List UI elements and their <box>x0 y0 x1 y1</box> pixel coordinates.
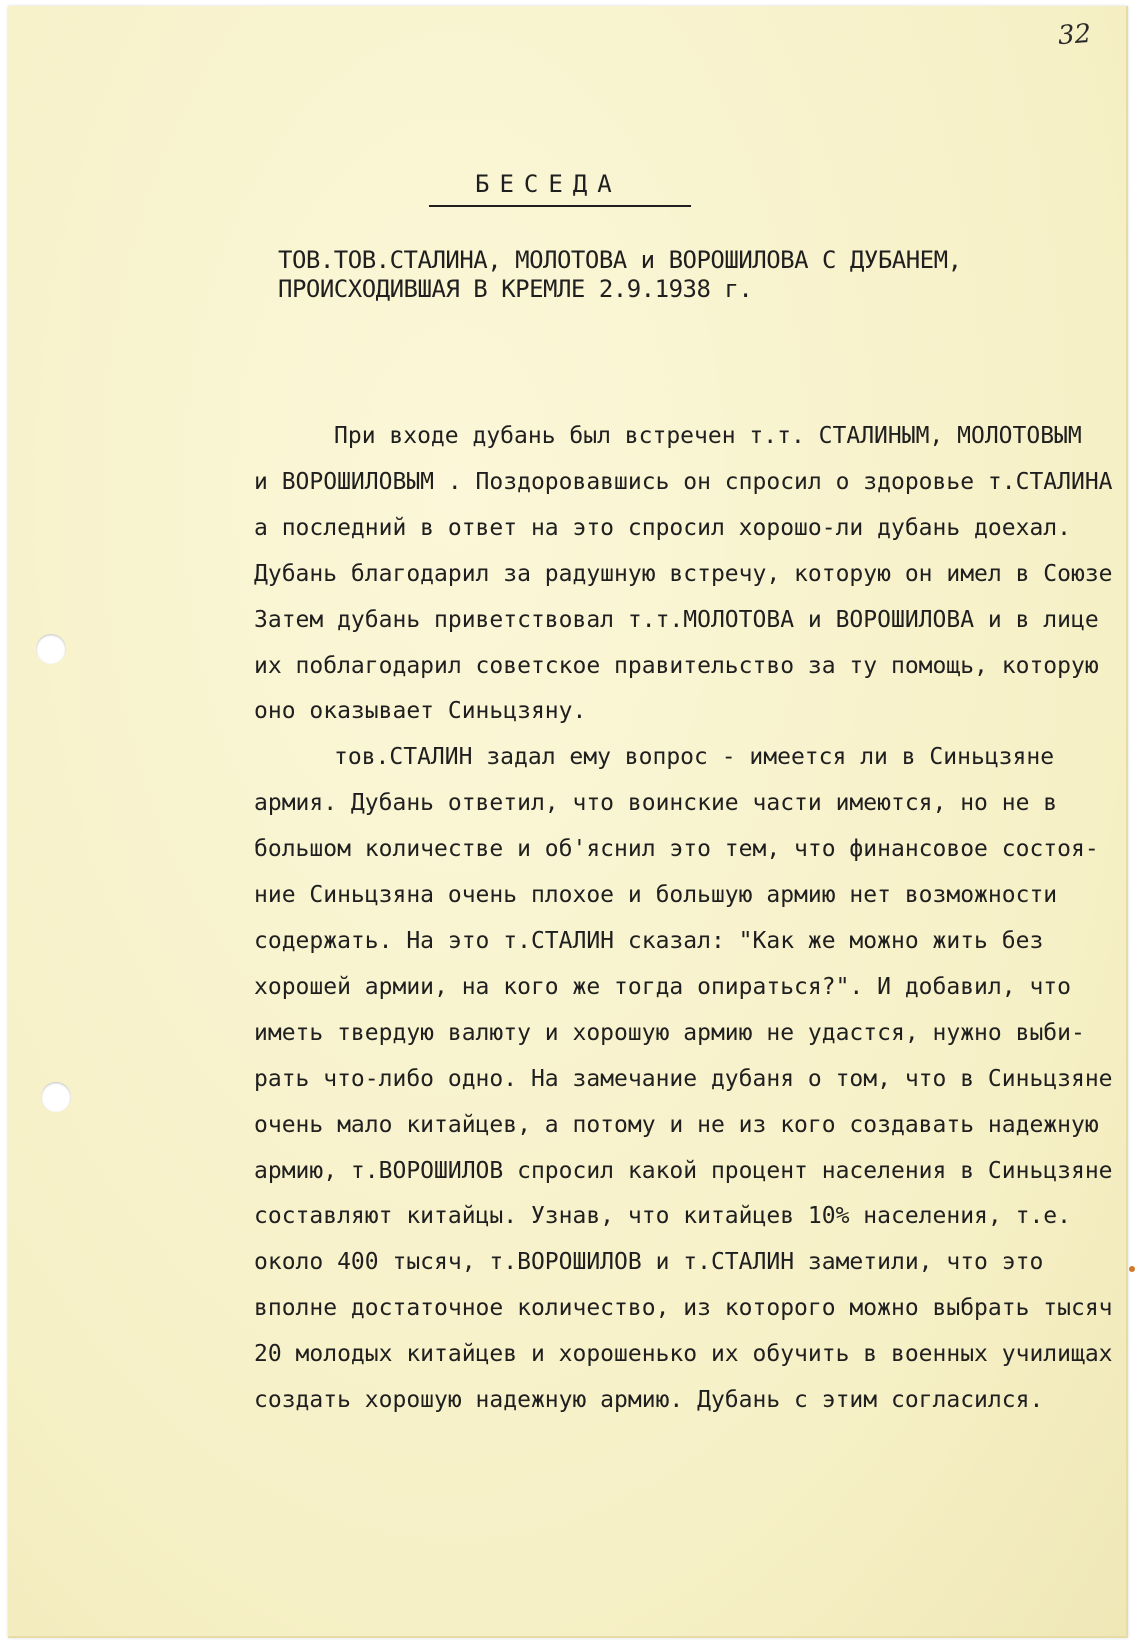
document-subtitle <box>278 246 962 304</box>
document-title: БЕСЕДА <box>475 170 622 198</box>
paragraph-2-line: армия. Дубань ответил, что воинские части имеются, но не в <box>254 790 1058 817</box>
paragraph-2-line: содержать. На это т.СТАЛИН сказал: "Как же можно жить без <box>254 927 1044 954</box>
paragraph-2-line: хорошей армии, на кого же тогда опираться?". И добавил, что <box>254 973 1071 1000</box>
paragraph-2-line: вполне достаточное количество, из которого можно выбрать тысяч <box>254 1295 1113 1322</box>
paragraph-2-line: составляют китайцы. Узнав, что китайцев 10% населения, т.е. <box>254 1203 1071 1230</box>
paragraph-2-line: 20 молодых китайцев и хорошенько их обучить в военных училищах <box>254 1341 1113 1368</box>
paragraph-2-line: очень мало китайцев, а потому и не из кого создавать надежную <box>254 1111 1099 1138</box>
ink-mark <box>1129 1266 1135 1272</box>
paragraph-1-line: Дубань благодарил за радушную встречу, которую он имел в Союзе <box>254 560 1113 587</box>
paragraph-1-line: При входе дубань был встречен т.т. СТАЛИНЫМ, МОЛОТОВЫМ <box>334 423 1082 449</box>
paragraph-1-line: а последний в ответ на это спросил хорошо-ли дубань доехал. <box>254 514 1071 541</box>
punch-hole-upper <box>36 634 66 664</box>
subtitle-line: ТОВ.ТОВ.СТАЛИНА, МОЛОТОВА и ВОРОШИЛОВА С ДУБАНЕМ, <box>278 246 962 274</box>
folio-number: 32 <box>1056 18 1093 52</box>
paragraph-2-line: тов.СТАЛИН задал ему вопрос - имеется ли в Синьцзяне <box>334 744 1055 771</box>
document-body <box>254 414 1124 1424</box>
paragraph-2-line: ние Синьцзяна очень плохое и большую армию нет возможности <box>254 882 1058 909</box>
paragraph-2-line: около 400 тысяч, т.ВОРОШИЛОВ и т.СТАЛИН заметили, что это <box>254 1249 1044 1276</box>
paragraph-2-line: рать что-либо одно. На замечание дубаня о том, что в Синьцзяне <box>254 1065 1113 1092</box>
document-page <box>8 6 1128 1638</box>
paragraph-1-line: и ВОРОШИЛОВЫМ . Поздоровавшись он спросил о здоровье т.СТАЛИНА <box>254 468 1113 495</box>
paragraph-2-line: армию, т.ВОРОШИЛОВ спросил какой процент населения в Синьцзяне <box>254 1157 1113 1184</box>
title-underline <box>429 205 691 207</box>
paragraph-1-line: оно оказывает Синьцзяну. <box>254 698 587 725</box>
paragraph-2-line: большом количестве и об'яснил это тем, что финансовое состоя- <box>254 836 1099 863</box>
paragraph-2-line: создать хорошую надежную армию. Дубань с этим согласился. <box>254 1387 1044 1414</box>
paragraph-1-line: их поблагодарил советское правительство за ту помощь, которую <box>254 652 1099 679</box>
paragraph-1-line: Затем дубань приветствовал т.т.МОЛОТОВА и ВОРОШИЛОВА и в лице <box>254 606 1099 633</box>
subtitle-line: ПРОИСХОДИВШАЯ В КРЕМЛЕ 2.9.1938 г. <box>278 275 753 303</box>
punch-hole-lower <box>41 1082 71 1112</box>
paragraph-2-line: иметь твердую валюту и хорошую армию не удастся, нужно выби- <box>254 1019 1085 1046</box>
